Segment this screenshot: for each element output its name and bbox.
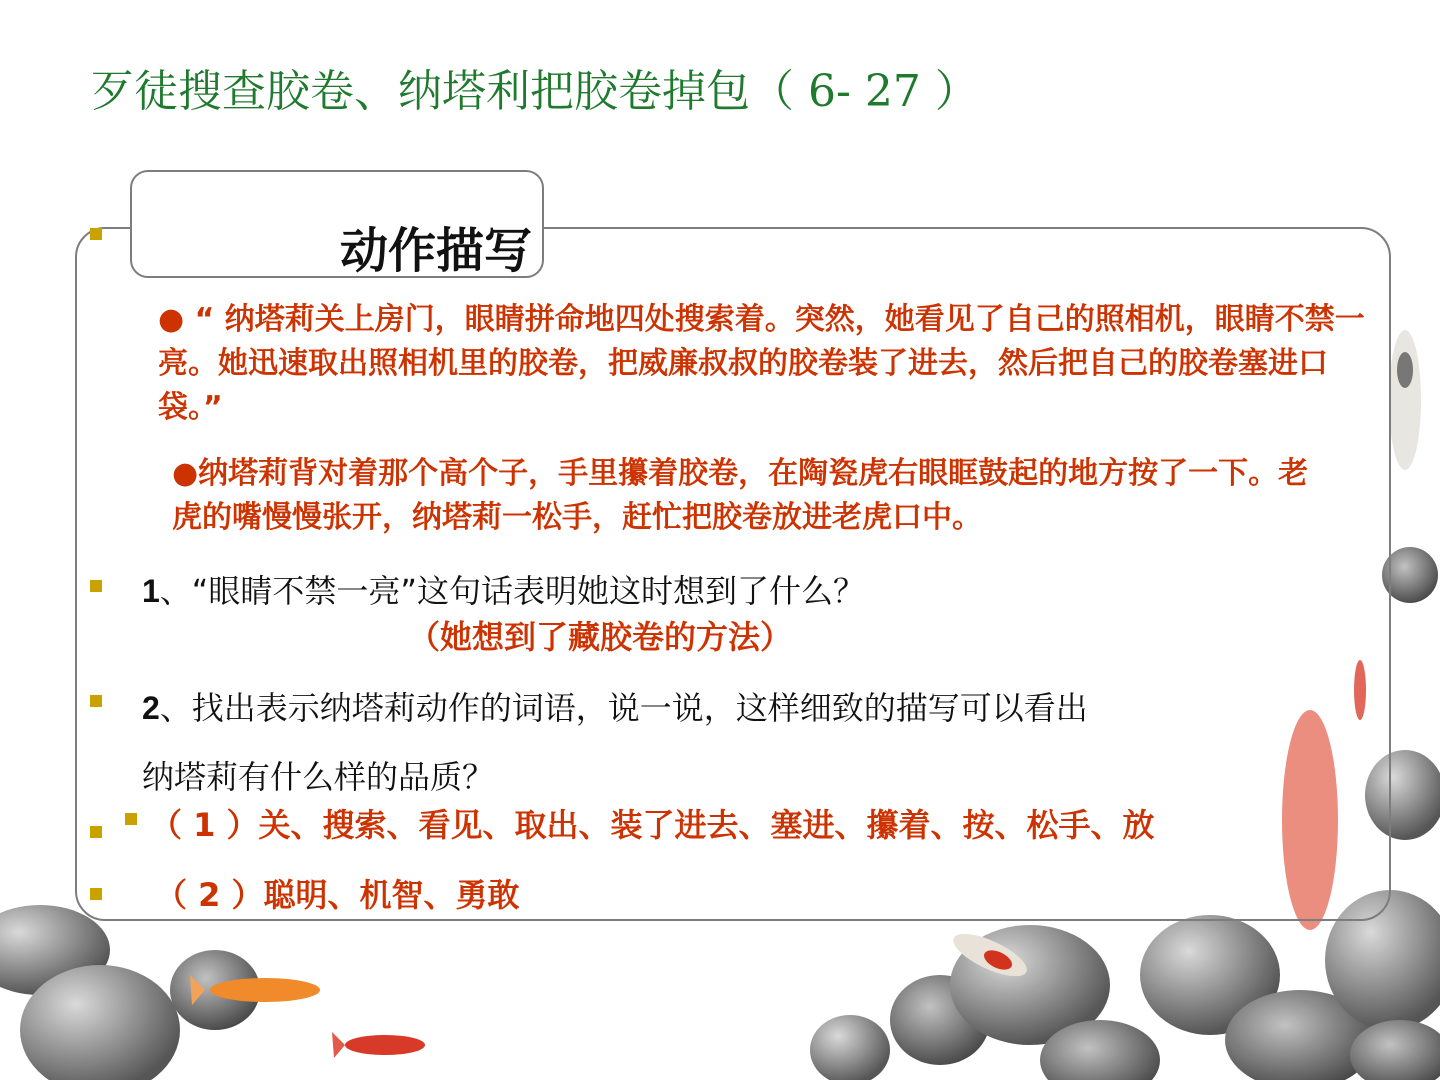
quote-paragraph-2: ●纳塔莉背对着那个高个子，手里攥着胶卷，在陶瓷虎右眼眶鼓起的地方按了一下。老虎的嘴慢慢张开，纳塔莉一松手，赶忙把胶卷放进老虎口中。 (172, 456, 1309, 535)
question-2-number: 2 (142, 690, 160, 726)
koi-white-right (1389, 330, 1421, 470)
question-2-line-2: 纳塔莉有什么样的品质？ (142, 758, 495, 796)
bullet-icon (90, 228, 102, 240)
koi-red (332, 1032, 425, 1058)
answer-1: （她想到了藏胶卷的方法） (408, 618, 793, 656)
slide-title: 歹徒搜查胶卷、纳塔利把胶卷掉包（ 6- 27 ） (90, 66, 979, 117)
answer-2-line-1: （ 1 ）关、搜索、看见、取出、装了进去、塞进、攥着、按、松手、放 (150, 806, 1155, 844)
bullet-icon (90, 695, 102, 707)
question-1-number: 1 (142, 573, 160, 609)
bullet-icon (90, 826, 102, 838)
bullet-icon (125, 813, 137, 825)
question-1-text: 、“眼睛不禁一亮”这句话表明她这时想到了什么？ (159, 572, 865, 610)
question-1 (142, 566, 865, 612)
section-heading: 动作描写 (340, 223, 533, 279)
bullet-icon (90, 580, 102, 592)
quote-paragraph-1: ● “ 纳塔莉关上房门，眼睛拼命地四处搜索着。突然，她看见了自己的照相机，眼睛不禁一亮。她迅速取出照相机里的胶卷，把威廉叔叔的胶卷装了进去，然后把自己的胶卷塞进口袋。” (158, 302, 1365, 425)
question-2-text: 、找出表示纳塔莉动作的词语，说一说，这样细致的描写可以看出 (159, 689, 1088, 727)
answer-2-line-2: （ 2 ）聪明、机智、勇敢 (155, 876, 520, 914)
bullet-icon (90, 888, 102, 900)
question-2 (142, 683, 1088, 729)
